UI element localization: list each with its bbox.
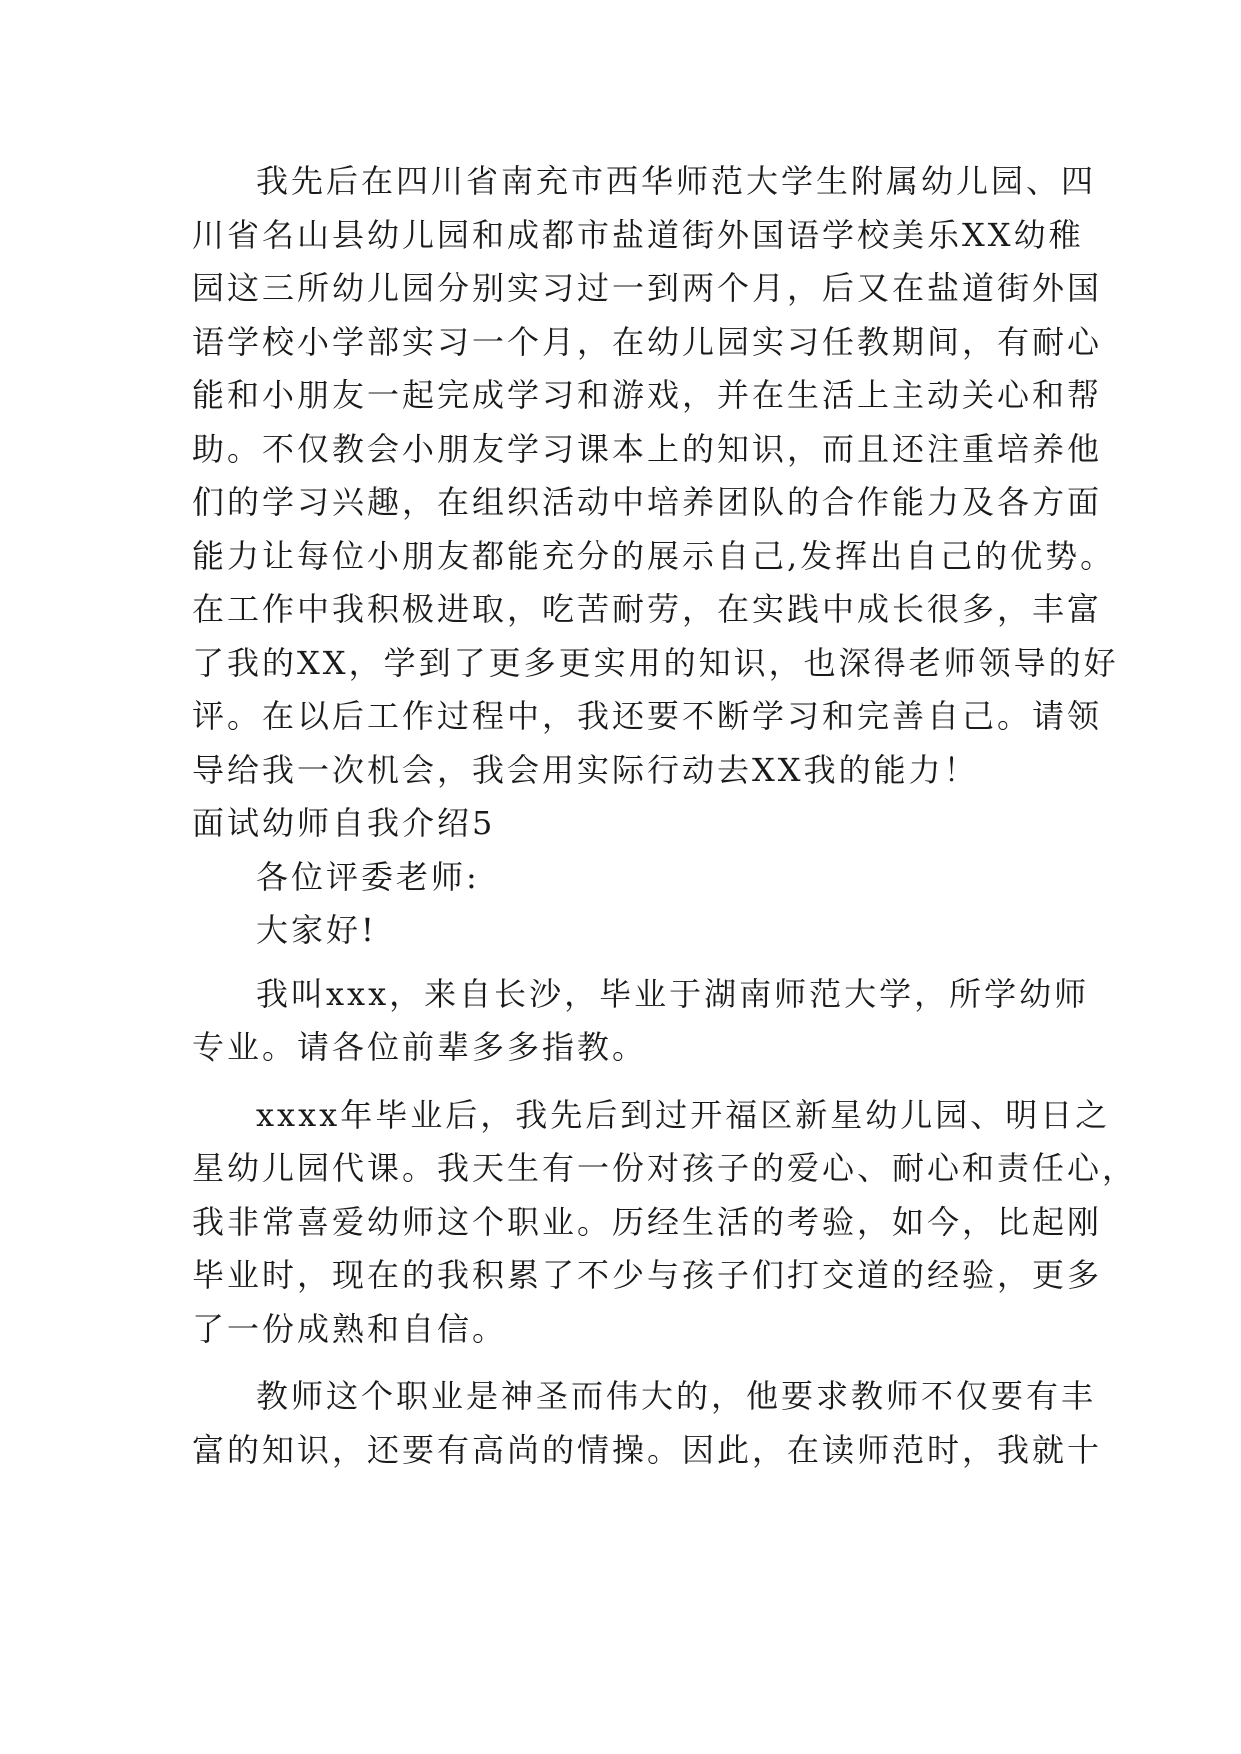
text-line: 富的知识，还要有高尚的情操。因此，在读师范时，我就十: [192, 1430, 1103, 1469]
text-line: 我先后在四川省南充市西华师范大学生附属幼儿园、四: [256, 162, 1097, 200]
salutation: 各位评委老师:: [256, 857, 480, 896]
greeting: 大家好!: [256, 911, 377, 949]
text-line: 毕业时，现在的我积累了不少与孩子们打交道的经验，更多: [192, 1256, 1103, 1294]
text-line: 川省名山县幼儿园和成都市盐道街外国语学校美乐XX幼稚: [192, 215, 1084, 254]
paragraph-spacer: [192, 1356, 1052, 1370]
paragraph-spacer: [192, 958, 1052, 968]
text-line: 专业。请各位前辈多多指教。: [192, 1028, 648, 1066]
text-line: 们的学习兴趣，在组织活动中培养团队的合作能力及各方面: [192, 483, 1103, 521]
text-line: 教师这个职业是神圣而伟大的，他要求教师不仅要有丰: [256, 1377, 1097, 1415]
text-line: 我叫xxx，来自长沙，毕业于湖南师范大学，所学幼师: [256, 974, 1090, 1013]
paragraph-teacher: [192, 1370, 1103, 1477]
text-line: 了我的XX，学到了更多更实用的知识，也深得老师领导的好: [192, 643, 1119, 682]
text-line: 评。在以后工作过程中，我还要不断学习和完善自己。请领: [192, 697, 1103, 735]
text-line: 助。不仅教会小朋友学习课本上的知识，而且还注重培养他: [192, 429, 1103, 468]
text-line: 语学校小学部实习一个月，在幼儿园实习任教期间，有耐心: [192, 322, 1103, 361]
paragraph-internship: [192, 155, 1119, 797]
text-line: 我非常喜爱幼师这个职业。历经生活的考验，如今，比起刚: [192, 1202, 1103, 1241]
text-line: 能力让每位小朋友都能充分的展示自己,发挥出自己的优势。: [192, 536, 1116, 575]
document-body: [192, 155, 1138, 1477]
text-line: 能和小朋友一起完成学习和游戏，并在生活上主动关心和帮: [192, 376, 1103, 414]
text-line: 星幼儿园代课。我天生有一份对孩子的爱心、耐心和责任心，: [192, 1149, 1138, 1187]
paragraph-intro: [192, 968, 1090, 1075]
text-line: 了一份成熟和自信。: [192, 1309, 508, 1348]
section-title: 面试幼师自我介绍5: [192, 804, 496, 842]
paragraph-experience: [192, 1089, 1138, 1357]
paragraph-spacer: [192, 1075, 1052, 1089]
text-line: xxxx年毕业后，我先后到过开福区新星幼儿园、明日之: [256, 1095, 1111, 1134]
text-line: 园这三所幼儿园分别实习过一到两个月，后又在盐道街外国: [192, 269, 1103, 307]
text-line: 导给我一次机会，我会用实际行动去XX我的能力！: [192, 750, 979, 789]
text-line: 在工作中我积极进取，吃苦耐劳，在实践中成长很多，丰富: [192, 590, 1103, 628]
